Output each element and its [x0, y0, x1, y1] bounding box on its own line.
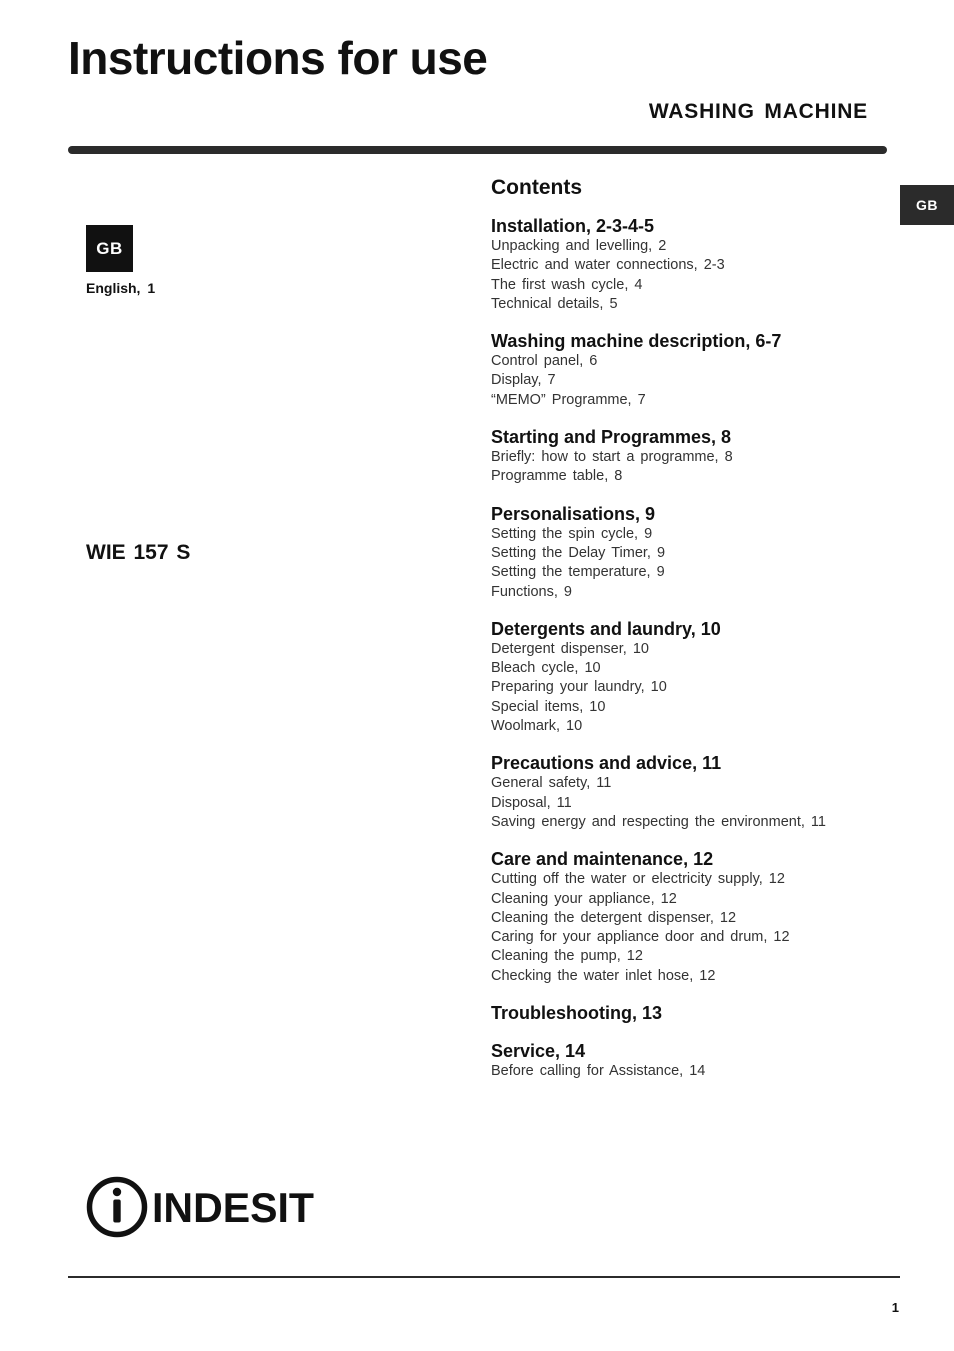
footer-divider	[68, 1276, 900, 1278]
toc-item[interactable]: Checking the water inlet hose, 12	[491, 967, 716, 984]
toc-item[interactable]: Cleaning your appliance, 12	[491, 890, 677, 907]
document-subtitle: WASHING MACHINE	[648, 100, 868, 123]
toc-item[interactable]: Control panel, 6	[491, 353, 598, 370]
toc-item[interactable]: Setting the temperature, 9	[491, 564, 665, 581]
language-link[interactable]: English, 1	[86, 280, 156, 296]
toc-section	[491, 216, 911, 314]
toc-item[interactable]: General safety, 11	[491, 775, 612, 792]
logo-dot	[113, 1188, 121, 1196]
toc-item[interactable]: Bleach cycle, 10	[491, 660, 601, 677]
toc-section	[491, 619, 911, 736]
toc-item[interactable]: Briefly: how to start a programme, 8	[491, 449, 733, 466]
toc-item[interactable]: Before calling for Assistance, 14	[491, 1063, 706, 1080]
toc-heading[interactable]: Starting and Programmes, 8	[491, 427, 732, 448]
logo-stem	[113, 1200, 120, 1223]
toc-item[interactable]: Setting the spin cycle, 9	[491, 525, 653, 542]
toc-item[interactable]: Saving energy and respecting the environment, 11	[491, 813, 826, 830]
toc-section	[491, 331, 911, 410]
toc-section	[491, 504, 911, 602]
toc-item[interactable]: Display, 7	[491, 372, 556, 389]
toc-item[interactable]: Woolmark, 10	[491, 718, 583, 735]
page-number: 1	[891, 1300, 899, 1315]
indesit-logo	[86, 1176, 318, 1238]
toc-heading[interactable]: Care and maintenance, 12	[491, 849, 714, 870]
toc-heading[interactable]: Installation, 2-3-4-5	[491, 216, 655, 236]
toc-section	[491, 1041, 911, 1081]
toc-item[interactable]: Programme table, 8	[491, 468, 623, 485]
toc-heading[interactable]: Personalisations, 9	[491, 503, 656, 524]
toc-item[interactable]: Caring for your appliance door and drum, 12	[491, 929, 790, 946]
contents-title: Contents	[491, 176, 582, 199]
language-side-tab: GB	[900, 185, 954, 225]
toc-section	[491, 427, 911, 487]
toc-section-list	[491, 216, 911, 1081]
model-number: WIE 157 S	[86, 541, 191, 564]
toc-heading[interactable]: Troubleshooting, 13	[491, 1003, 663, 1024]
toc-item[interactable]: Cutting off the water or electricity supply, 12	[491, 871, 785, 888]
toc-section	[491, 1003, 911, 1024]
toc-item[interactable]: Cleaning the pump, 12	[491, 948, 643, 965]
toc-heading[interactable]: Service, 14	[491, 1041, 586, 1062]
toc-item[interactable]: Preparing your laundry, 10	[491, 679, 667, 696]
toc-item[interactable]: Disposal, 11	[491, 794, 572, 811]
toc-item[interactable]: The first wash cycle, 4	[491, 276, 643, 293]
language-badge: GB	[86, 225, 133, 272]
toc-section	[491, 849, 911, 986]
table-of-contents	[491, 176, 911, 1098]
toc-heading[interactable]: Detergents and laundry, 10	[491, 618, 721, 639]
toc-item[interactable]: Setting the Delay Timer, 9	[491, 544, 666, 561]
brand-wordmark: INDESIT	[152, 1184, 315, 1231]
toc-item[interactable]: Cleaning the detergent dispenser, 12	[491, 909, 737, 926]
toc-heading[interactable]: Precautions and advice, 11	[491, 753, 722, 774]
toc-item[interactable]: Detergent dispenser, 10	[491, 640, 649, 657]
header-divider	[68, 146, 887, 154]
toc-heading[interactable]: Washing machine description, 6-7	[491, 331, 782, 352]
toc-item[interactable]: Unpacking and levelling, 2	[491, 238, 667, 254]
toc-item[interactable]: “MEMO” Programme, 7	[491, 391, 646, 408]
toc-item[interactable]: Electric and water connections, 2-3	[491, 257, 725, 274]
document-title: Instructions for use	[68, 32, 488, 84]
toc-item[interactable]: Functions, 9	[491, 583, 572, 600]
toc-item[interactable]: Technical details, 5	[491, 295, 618, 312]
toc-item[interactable]: Special items, 10	[491, 698, 606, 715]
toc-section	[491, 753, 911, 832]
